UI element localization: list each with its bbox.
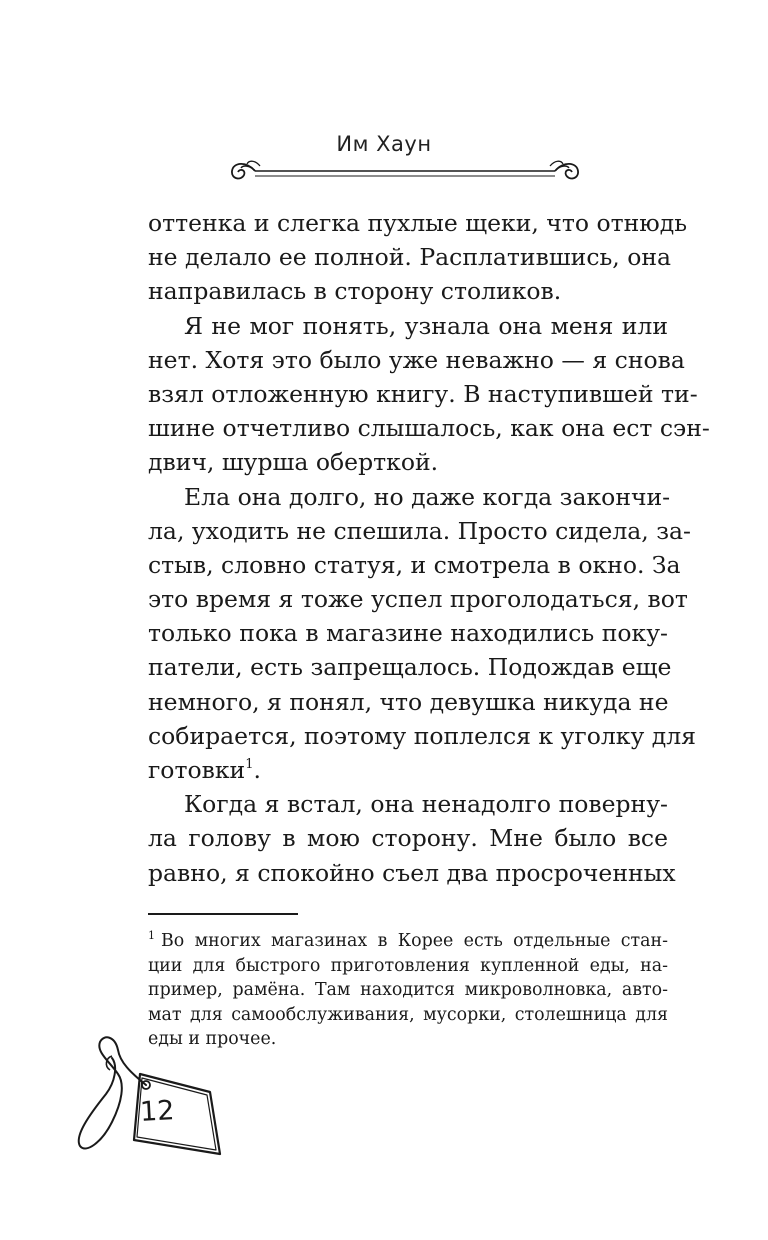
footnote-reference: 1 <box>245 757 254 772</box>
page-number: 12 <box>139 1095 176 1128</box>
text-line: готовки <box>148 756 246 784</box>
body-text <box>148 206 710 890</box>
text-line: это время я тоже успел проголодаться, вот <box>148 585 688 614</box>
footnote-marker: 1 <box>148 929 155 942</box>
text-line: собирается, поэтому поплелся к уголку для <box>148 721 696 750</box>
text-line: не делало ее полной. Расплатившись, она <box>148 243 672 272</box>
text-line: шине отчетливо слышалось, как она ест сэн- <box>148 414 710 443</box>
footnote-line: еды и прочее. <box>148 1029 277 1049</box>
text-line: направилась в сторону столиков. <box>148 277 562 306</box>
text-line: оттенка и слегка пухлые щеки, что отнюдь <box>148 209 687 237</box>
text-line: двич, шурша оберткой. <box>148 448 439 477</box>
text-line: Когда я встал, она ненадолго поверну- <box>184 790 668 819</box>
text-line: ла голову в мою сторону. Мне было все <box>148 824 668 853</box>
text-line: Ела она долго, но даже когда закончи- <box>184 482 671 511</box>
text-line-with-footnote <box>148 753 668 787</box>
text-line: равно, я спокойно съел два просроченных <box>148 858 676 887</box>
text-line: стыв, словно статуя, и смотрела в окно. За <box>148 550 681 579</box>
footnote-line: мат для самообслуживания, мусорки, столешница для <box>148 1004 668 1025</box>
footnote-line: пример, рамёна. Там находится микроволновка, авто- <box>148 980 668 1000</box>
text-line: ла, уходить не спешила. Просто сидела, за- <box>148 516 691 545</box>
text-line: Я не мог понять, узнала она меня или <box>184 311 668 340</box>
footnote-separator <box>148 913 298 915</box>
footnote-text: Во многих магазинах в Корее есть отдельные стан- <box>161 931 668 951</box>
sentence-end: . <box>253 756 261 784</box>
footnote-line <box>148 929 668 954</box>
text-line: патели, есть запрещалось. Подождав еще <box>148 653 672 682</box>
text-line: нет. Хотя это было уже неважно — я снова <box>148 345 685 374</box>
text-line: немного, я понял, что девушка никуда не <box>148 687 669 716</box>
footnote-line: ции для быстрого приготовления купленной еды, на- <box>148 955 668 976</box>
text-line: взял отложенную книгу. В наступившей ти- <box>148 379 698 408</box>
running-head-title: Им Хаун <box>336 132 432 156</box>
text-line: только пока в магазине находились поку- <box>148 619 668 648</box>
ornamental-divider <box>225 156 585 186</box>
